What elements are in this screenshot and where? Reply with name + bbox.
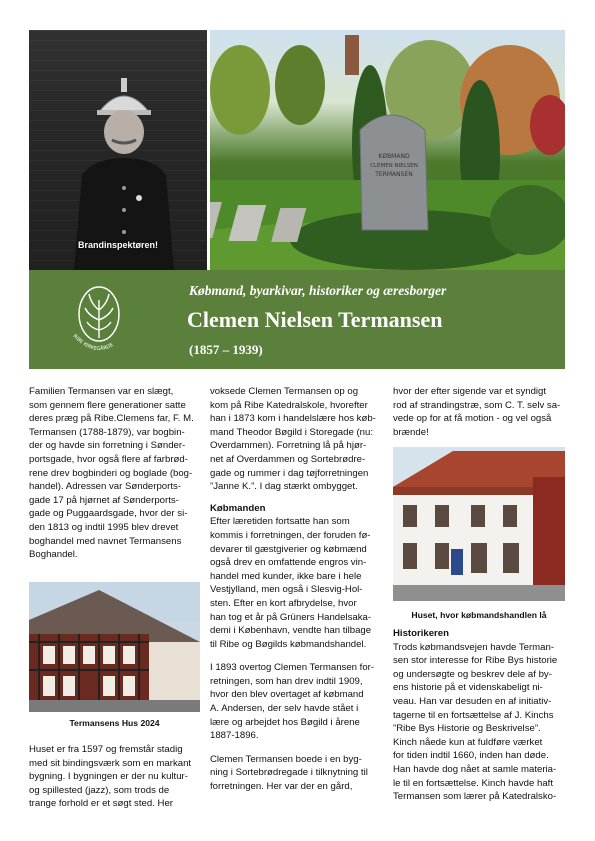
text-line: demi i København, vendte han tilbage: [210, 625, 372, 637]
text-line: forretningen. Her var der en gård,: [210, 781, 353, 793]
house-caption-2: Huset, hvor købmandshandlen lå: [411, 610, 547, 620]
house-caption-1: Termansens Hus 2024: [69, 718, 160, 728]
title-banner: [29, 270, 565, 369]
banner-years: (1857 – 1939): [189, 342, 263, 357]
text-line: kom på Ribe Katedralskole, hvorefter: [210, 399, 368, 411]
text-line: ”Ribe Bys Historie og Beskrivelse”.: [393, 723, 541, 735]
text-line: portsgade, hvor også flere af farbrød-: [29, 453, 188, 465]
memorial-stone-photo: [210, 30, 565, 270]
text-line: lære og arbejdet hos Bøgild i årene: [210, 716, 360, 728]
text-line: 1887-1896.: [210, 730, 259, 742]
text-line: net af Overdammen og Sortebrødre-: [210, 453, 366, 465]
text-line: retningen, som han drev indtil 1909,: [210, 675, 363, 687]
column-2: [210, 385, 380, 794]
text-line: Trods købmandsvejen havde Terman-: [393, 641, 555, 653]
text-line: den 1813 og indtil 1995 blev drevet: [29, 521, 179, 533]
stone-line-3: TERMANSEN: [375, 171, 413, 178]
text-line: veau. Han var desuden en af initiativ-: [393, 695, 552, 707]
stone-line-1: KØBMAND: [378, 153, 410, 160]
portrait-caption: Brandinspektøren!: [77, 240, 158, 250]
ribe-kirkegaarde-logo: [69, 280, 129, 360]
text-line: tagerne til en fortsættelse af J. Kinchs: [393, 709, 554, 721]
text-line: mand Theodor Bøgild i Storegade (nu:: [210, 426, 374, 438]
text-line: der og havde sin forretning i Sønder-: [29, 440, 186, 452]
text-line: bygning. I bygningen er der nu kultur-: [29, 771, 188, 783]
text-line: ”Janne K.”. I dag stærkt ombygget.: [210, 481, 358, 493]
text-line: vede op for at få motion - og vel også: [393, 413, 552, 425]
text-line: voksede Clemen Termansen op og: [210, 386, 359, 397]
termansens-hus-photo: [29, 582, 200, 712]
garden-scene: [210, 30, 565, 270]
koebmandshandel-photo: [393, 447, 565, 601]
text-line: som gennem flere generationer satte: [29, 399, 186, 411]
text-line: Termansen (1788-1879), var bogbin-: [29, 426, 185, 438]
text-line: Han havde dog nået at samle materia-: [393, 763, 557, 775]
text-line: gade og Puggaardsgade, hvor der si-: [29, 508, 188, 520]
text-line: ens historie på et videnskabeligt ni-: [393, 682, 543, 694]
text-line: gade 17 på hjørnet af Sønderports-: [29, 494, 179, 506]
column-3-top: [393, 385, 565, 439]
banner-subtitle: Købmand, byarkivar, historiker og æresborger: [189, 283, 447, 298]
portrait-photo: [29, 30, 207, 270]
text-line: og undersøgte og beskrev dele af by-: [393, 668, 552, 680]
text-line: le til en fortsættelse. Kinch havde haft: [393, 777, 553, 789]
column-3-history: [393, 627, 565, 804]
text-line: kommis i forretningen, der foruden fø-: [210, 529, 371, 541]
text-line: A. Andersen, der selv havde stået i: [210, 703, 359, 715]
text-line: sten. Efter en kort afbrydelse, hvor: [210, 597, 357, 609]
text-line: deres præg på Ribe.Clemens far, F. M.: [29, 413, 194, 425]
section-heading-historikeren: Historikeren: [393, 628, 449, 639]
column-1-outro: [29, 743, 197, 811]
svg-text:RIBE KIRKEGÅRDE: [72, 333, 115, 352]
logo-text: RIBE KIRKEGÅRDE: [71, 333, 115, 353]
text-line: handel med kunder, ikke bare i hele: [210, 570, 362, 582]
text-line: Clemen Termansen boede i en byg-: [210, 753, 362, 765]
text-line: Boghandel.: [29, 549, 78, 561]
section-heading-koebmanden: Købmanden: [210, 502, 266, 514]
text-line: rene drev bogbinderi og boglade (bog-: [29, 467, 193, 479]
text-line: også drev en omfattende engros vin-: [210, 557, 367, 569]
text-line: med sit bindingsværk som en markant: [29, 757, 192, 769]
text-line: rod af strandingstræ, som C. T. selv sa-: [393, 399, 561, 411]
text-line: ning i Sortebrødregade i tilknytning til: [210, 767, 368, 779]
text-line: Termansen som lærer på Katedralsko-: [393, 791, 557, 803]
text-line: til Ribe og Bøgilds købmandshandel.: [210, 638, 367, 650]
text-line: han tog et år på Grüners Handelsaka-: [210, 611, 372, 623]
text-line: Vestjylland, men også i Slesvig-Hol-: [210, 584, 363, 596]
column-1-intro: [29, 385, 197, 562]
text-line: I 1893 overtog Clemen Termansen for-: [210, 662, 375, 674]
text-line: for tiden indtil 1660, inden han døde.: [393, 750, 549, 762]
text-line: brænde!: [393, 426, 429, 438]
text-line: handel). Adressen var Sønderports-: [29, 481, 181, 493]
text-line: devarer til gæstgiverier og købmænd: [210, 543, 367, 555]
text-line: hvor den blev overtaget af købmand: [210, 689, 364, 701]
text-line: hvor der efter sigende var et syndigt: [393, 386, 547, 397]
text-line: gade og rummer i dag tøjforretningen: [210, 467, 369, 479]
banner-title: Clemen Nielsen Termansen: [187, 307, 443, 332]
text-line: og spillested (jazz), som trods de: [29, 784, 170, 796]
text-line: Huset er fra 1597 og fremstår stadig: [29, 744, 183, 755]
text-line: Kinch nåede kun at fuldføre værket: [393, 736, 543, 748]
text-line: Overdammen). Forretning lå på hjør-: [210, 440, 367, 452]
text-line: boghandel med navnet Termansens: [29, 535, 182, 547]
text-line: trange forhold er et søgt sted. Her: [29, 798, 173, 810]
text-line: sen stor interesse for Ribe Bys historie: [393, 655, 558, 667]
text-line: Efter læretiden fortsatte han som: [210, 516, 350, 528]
stone-line-2: CLEMEN NIELSEN: [370, 163, 418, 169]
text-line: han i 1873 kom i handelslære hos køb-: [210, 413, 376, 425]
text-line: Familien Termansen var en slægt,: [29, 386, 174, 397]
